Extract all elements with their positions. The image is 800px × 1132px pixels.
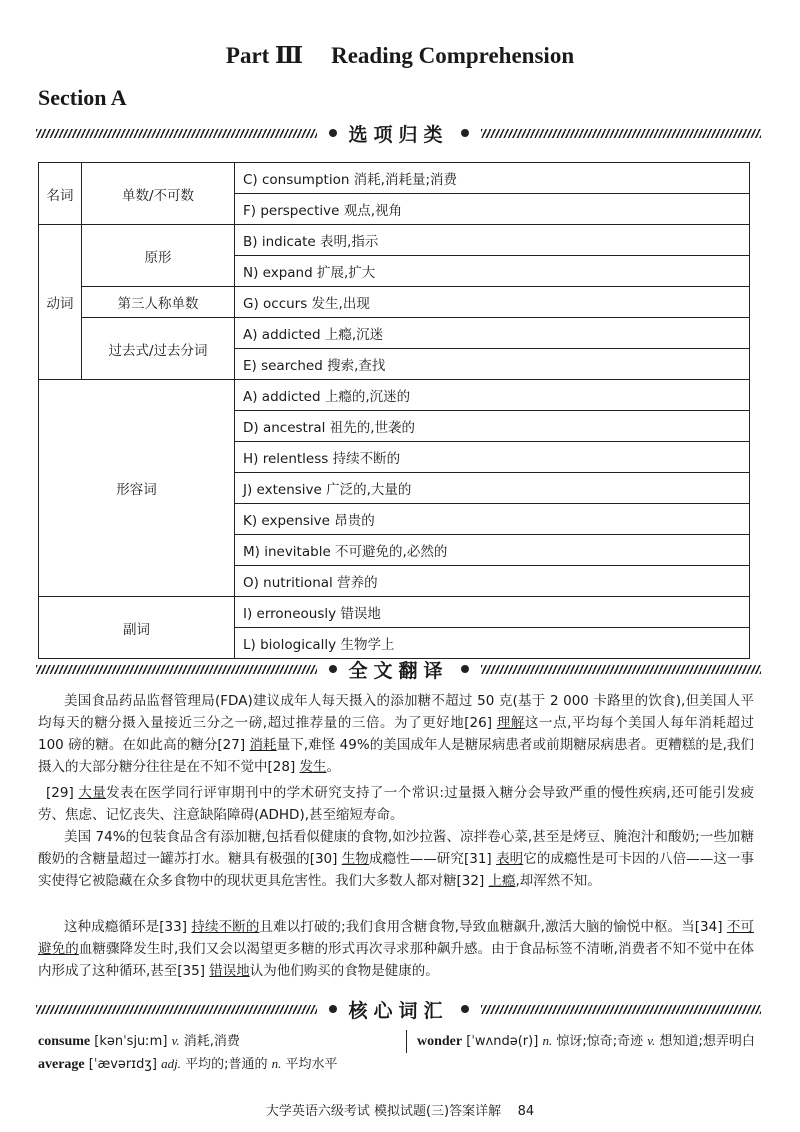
divider-hatch [36, 129, 317, 138]
answer-underline: 生物 [341, 851, 369, 867]
divider-dot [461, 665, 469, 673]
divider-title: 选项归类 [348, 123, 449, 146]
part-title [0, 42, 800, 69]
phonetic: [ˈævərɪdʒ] [88, 1057, 157, 1072]
table-row [39, 318, 750, 349]
word-cell: O) nutritional 营养的 [235, 566, 750, 597]
table-row [39, 163, 750, 194]
table-row [39, 225, 750, 256]
part-name: Reading Comprehension [331, 43, 575, 68]
table-row [39, 597, 750, 628]
text-run: 发表在医学同行评审期刊中的学术研究支持了一个常识:过量摄入糖分会导致严重的慢性疾病,还可能引发疲劳、焦虑、记忆丧失、注意缺陷障碍(ADHD),甚至缩短寿命。 [38, 785, 754, 823]
answer-underline: 错误地 [209, 963, 250, 979]
answer-underline: 表明 [496, 851, 524, 867]
sub-cell-past-tense: 过去式/过去分词 [82, 318, 235, 380]
translation-paragraph-3 [38, 826, 754, 892]
part-of-speech: n. [271, 1056, 282, 1071]
divider-dot [329, 665, 337, 673]
text-run: 它的成瘾性是可卡因的八倍——这一事实使得它被隐藏在众多食物中的现状更具危害性。我们大多数人都对糖[32] [38, 851, 755, 889]
divider-dot [461, 129, 469, 137]
pos-cell-adverb: 副词 [39, 597, 235, 659]
vocab-column-left [38, 1030, 398, 1076]
word-cell: L) biologically 生物学上 [235, 628, 750, 659]
part-number: Part Ⅲ [225, 43, 304, 68]
answer-underline: 发生 [299, 759, 327, 775]
divider-hatch [481, 129, 762, 138]
sub-cell-base-form: 原形 [82, 225, 235, 287]
word-cell: B) indicate 表明,指示 [235, 225, 750, 256]
text-run: 血糖骤降发生时,我们又会以渴望更多糖的形式再次寻求那种飙升感。由于食品标签不清晰,消费者不知不觉中在体内形成了这种循环,甚至[35] [38, 941, 754, 979]
text-run: 这种成瘾循环是[33] [64, 919, 192, 935]
translation-paragraph-4 [38, 916, 754, 982]
vocab-entry-wonder [417, 1030, 773, 1053]
part-of-speech: adj. [161, 1056, 181, 1071]
answer-underline: 大量 [78, 785, 107, 801]
divider-dot [329, 129, 337, 137]
divider-hatch [36, 665, 317, 674]
text-run: 且难以打破的;我们食用含糖食物,导致血糖飙升,激活大脑的愉悦中枢。当[34] [259, 919, 727, 935]
phonetic: [kənˈsjuːm] [94, 1034, 168, 1049]
word-cell: I) erroneously 错误地 [235, 597, 750, 628]
footer-title: 大学英语六级考试 模拟试题(三)答案详解 [265, 1104, 502, 1119]
divider-hatch [36, 1005, 317, 1014]
text-run: 这一点,平均每个美国人每年消耗超过 100 磅的糖。在如此高的糖分[27] [38, 715, 755, 753]
vocab-entry-average [38, 1053, 398, 1076]
pos-cell-noun: 名词 [39, 163, 82, 225]
definition: 惊讶;惊奇;奇迹 [556, 1034, 644, 1049]
part-of-speech: v. [171, 1033, 180, 1048]
headword: average [38, 1057, 85, 1072]
divider-title: 全文翻译 [348, 659, 449, 682]
sub-cell-third-person: 第三人称单数 [82, 287, 235, 318]
word-cell: A) addicted 上瘾,沉迷 [235, 318, 750, 349]
definition: 平均的;普通的 [185, 1057, 268, 1072]
divider-translation [36, 656, 761, 682]
word-cell: D) ancestral 祖先的,世袭的 [235, 411, 750, 442]
answer-underline: 持续不断的 [191, 919, 260, 935]
vocab-entry-consume [38, 1030, 398, 1053]
word-cell: H) relentless 持续不断的 [235, 442, 750, 473]
table-row [39, 380, 750, 411]
definition: 想知道;想弄明白 [659, 1034, 755, 1049]
text-run: 量下,难怪 49%的美国成年人是糖尿病患者或前期糖尿病患者。更糟糕的是,我们摄入的大部分糖分往往是在不知不觉中[28] [38, 737, 755, 775]
definition: 平均水平 [285, 1057, 338, 1072]
divider-dot [329, 1005, 337, 1013]
text-run: ,却浑然不知。 [515, 873, 601, 889]
text-run: 。 [326, 759, 341, 775]
headword: consume [38, 1034, 91, 1049]
word-cell: M) inevitable 不可避免的,必然的 [235, 535, 750, 566]
word-cell: K) expensive 昂贵的 [235, 504, 750, 535]
word-cell: N) expand 扩展,扩大 [235, 256, 750, 287]
pos-cell-verb: 动词 [39, 225, 82, 380]
headword: wonder [417, 1034, 463, 1049]
definition: 消耗,消费 [183, 1034, 240, 1049]
word-cell: J) extensive 广泛的,大量的 [235, 473, 750, 504]
word-cell: G) occurs 发生,出现 [235, 287, 750, 318]
divider-dot [461, 1005, 469, 1013]
answer-underline: 消耗 [249, 737, 277, 753]
word-cell: A) addicted 上瘾的,沉迷的 [235, 380, 750, 411]
pos-cell-adjective: 形容词 [39, 380, 235, 597]
part-of-speech: n. [542, 1033, 553, 1048]
text-run: 成瘾性——研究[31] [368, 851, 497, 867]
text-run: [29] [46, 785, 79, 801]
word-cell: F) perspective 观点,视角 [235, 194, 750, 225]
part-of-speech: v. [647, 1033, 656, 1048]
answer-underline: 理解 [496, 715, 525, 731]
divider-core-vocab [36, 996, 761, 1022]
answer-underline: 不可避免的 [38, 919, 754, 957]
translation-paragraph-1 [38, 690, 754, 778]
answer-underline: 上瘾 [488, 873, 516, 889]
translation-paragraph-2 [38, 782, 754, 826]
divider-title: 核心词汇 [348, 999, 449, 1022]
divider-classify [36, 120, 761, 146]
text-run: 美国 74%的包装食品含有添加糖,包括看似健康的食物,如沙拉酱、凉拌卷心菜,甚至是烤豆、腌泡汁和酸奶;一些加糖酸奶的含糖量超过一罐苏打水。糖具有极强的[30] [38, 829, 754, 867]
divider-hatch [481, 665, 762, 674]
text-run: 认为他们购买的食物是健康的。 [249, 963, 439, 979]
option-classification-table [38, 162, 750, 659]
divider-hatch [481, 1005, 762, 1014]
text-run: 美国食品药品监督管理局(FDA)建议成年人每天摄入的添加糖不超过 50 克(基于 2 000 卡路里的饮食),但美国人平均每天的糖分摄入量接近三分之一磅,超过推荐量的三倍。为了更好地[26] [38, 693, 754, 731]
page-number: 84 [517, 1104, 535, 1119]
table-row [39, 287, 750, 318]
page-footer [0, 1100, 800, 1119]
vocab-column-right [406, 1030, 773, 1053]
section-title: Section A [38, 85, 127, 110]
word-cell: E) searched 搜索,查找 [235, 349, 750, 380]
word-cell: C) consumption 消耗,消耗量;消费 [235, 163, 750, 194]
phonetic: [ˈwʌndə(r)] [466, 1034, 539, 1049]
sub-cell-singular: 单数/不可数 [82, 163, 235, 225]
